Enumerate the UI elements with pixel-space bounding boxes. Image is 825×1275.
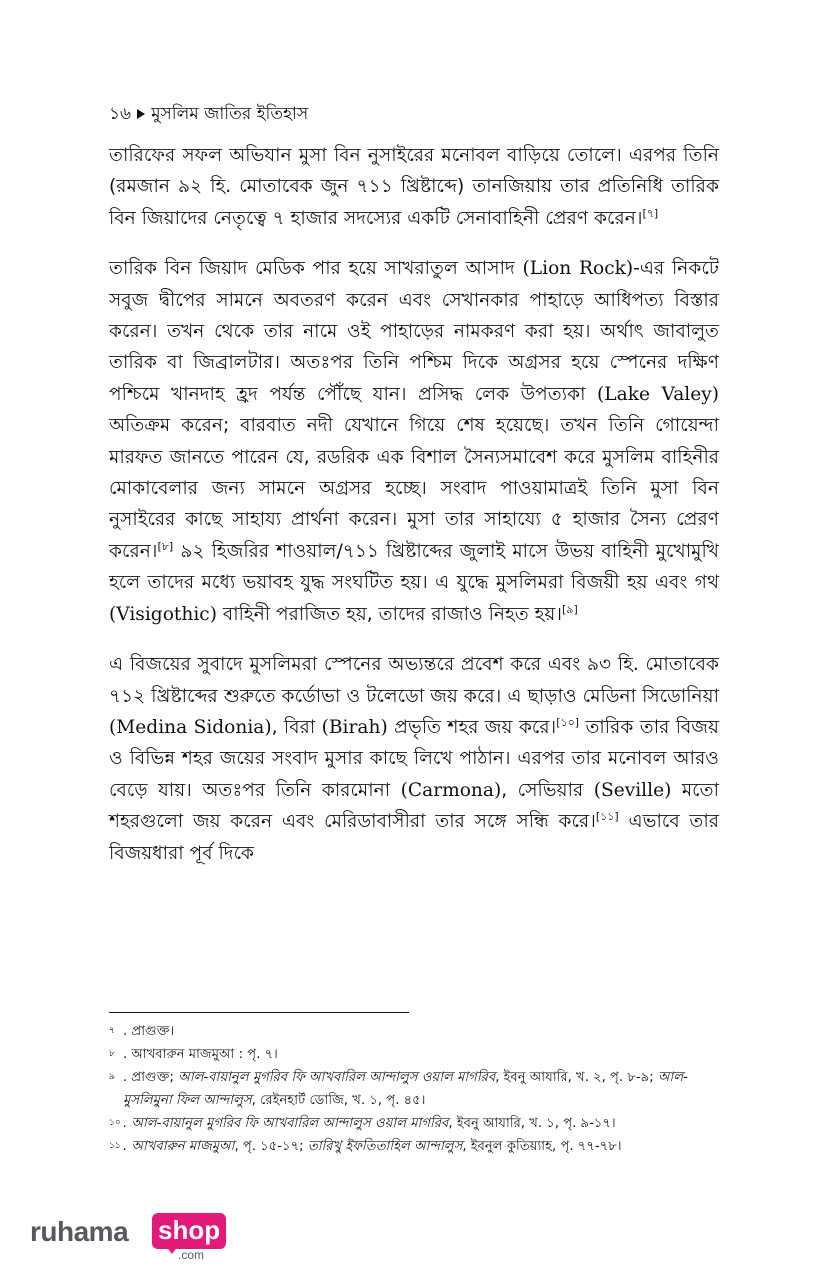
- speech-tail-icon: [166, 1246, 178, 1254]
- footnote-9: [109, 1066, 729, 1112]
- english-term: (Birah): [321, 716, 388, 738]
- book-title-ref: . আল-বায়ানুল মুগরিব ফি আখবারিল আন্দালুস ওয়াল মাগরিব: [123, 1116, 449, 1131]
- english-term: (Visigothic): [109, 603, 217, 625]
- text-run: ৯২ হিজরির শাওয়াল/৭১১ খ্রিষ্টাব্দের জুলাই মাসে উভয় বাহিনী মুখোমুখি হলে তাদের মধ্যে ভয়াবহ যুদ্ধ সংঘটিত হয়। এ যুদ্ধে মুসলিমরা বিজয়ী হয় এবং গথ: [109, 540, 719, 594]
- text-run: প্রভৃতি শহর জয় করে।: [394, 716, 557, 738]
- text-run: এ বিজয়ের সুবাদে মুসলিমরা স্পেনের অভ্যন্তরে প্রবেশ করে এবং ৯৩ হি. মোতাবেক ৭১২ খ্রিষ্টাব্দের শুরুতে কর্ডোভা ও টলেডো জয় করে। এ ছাড়াও মেডিনা সিডোনিয়া: [109, 654, 719, 707]
- arrow-right-icon: [137, 109, 145, 119]
- text-run: , সেভিয়ার: [501, 779, 584, 801]
- footnote-7: [109, 1020, 729, 1043]
- text-run: তারিক তার বিজয় ও বিভিন্ন শহর জয়ের সংবাদ মুসার কাছে লিখে পাঠান। এরপর তার মনোবল আরও বেড়ে যায়। অতঃপর তিনি কারমোনা: [109, 716, 719, 801]
- footnote-text: . আখবারুন মাজমুআ : পৃ. ৭।: [123, 1047, 278, 1062]
- text-run: এভাবে তার বিজয়ধারা পূর্ব দিকে: [109, 811, 719, 864]
- footnote-ref-8[interactable]: [৮]: [157, 539, 174, 553]
- footnote-ref-10[interactable]: [১০]: [556, 715, 580, 729]
- footnote-text: , পৃ. ১৫-১৭;: [234, 1139, 308, 1154]
- footnote-mark: ১১: [109, 1141, 121, 1151]
- footnote-text: , রেইনহার্ট ডোজি, খ. ১, পৃ. ৪৫।: [251, 1093, 426, 1108]
- text-run: তারিফের সফল অভিযান মুসা বিন নুসাইরের মনোবল বাড়িয়ে তোলে। এরপর তিনি (রমজান ৯২ হি. মোতাবেক জুন ৭১১ খ্রিষ্টাব্দে) তানজিয়ায় তার প্রতিনিধি তারিক বিন জিয়াদের নেতৃত্বে ৭ হাজার সদস্যের একটি সেনাবাহিনী প্রেরণ করেন।: [109, 145, 719, 229]
- text-run: তারিক বিন জিয়াদ মেডিক পার হয়ে সাখরাতুল আসাদ: [109, 258, 515, 280]
- footnotes: [109, 1020, 729, 1158]
- footnote-mark: ৭: [109, 1026, 115, 1036]
- paragraph-3: [109, 649, 719, 869]
- text-run: মতো শহরগুলো জয় করেন এবং মেরিডাবাসীরা তার সঙ্গে সন্ধি করে।: [109, 779, 719, 833]
- english-term: (Lion Rock): [522, 258, 634, 280]
- paragraph-2: [109, 253, 719, 630]
- footnote-ref-7[interactable]: [৭]: [642, 206, 659, 220]
- footnote-text: , ইবনু আযারি, খ. ২, পৃ. ৮-৯;: [495, 1070, 658, 1085]
- ruhamashop-logo: [30, 1210, 230, 1262]
- footnote-8: [109, 1043, 729, 1066]
- logo-domain: .com: [178, 1248, 205, 1262]
- footnote-ref-11[interactable]: [১১]: [595, 809, 619, 823]
- paragraph-1: [109, 140, 719, 234]
- footnote-mark: ১০: [109, 1118, 121, 1128]
- book-title-ref: আল-মুসলিমুনা ফিল আন্দালুস: [123, 1070, 688, 1108]
- text-run: অতিক্রম করেন; বারবাত নদী যেখানে গিয়ে শেষ হয়েছে। তখন তিনি গোয়েন্দা মারফত জানতে পারেন যে, রডরিক এক বিশাল সৈন্যসমাবেশ করে মুসলিম বাহিনীর মোকাবেলার জন্য সামনে অগ্রসর হচ্ছে। সংবাদ পাওয়ামাত্রই তিনি মুসা বিন নুসাইরের কাছে সাহায্য প্রার্থনা করেন। মুসা তার সাহায্যে ৫ হাজার সৈন্য প্রেরণ করেন।: [109, 415, 719, 562]
- footnote-10: [109, 1112, 729, 1135]
- page-number: ১৬: [109, 104, 132, 124]
- running-header: [109, 102, 719, 126]
- footnote-text: , ইবনুল কুতিয়্যাহ, পৃ. ৭৭-৭৮।: [462, 1139, 622, 1154]
- english-term: (Lake Valey): [597, 383, 719, 405]
- english-term: (Seville): [593, 779, 672, 801]
- logo-brand: ruhama: [30, 1216, 129, 1247]
- footnote-text: . প্রাগুক্ত;: [123, 1070, 179, 1085]
- footnote-divider: [109, 1012, 409, 1013]
- footnote-text: , ইবনু আযারি, খ. ১, পৃ. ৯-১৭।: [448, 1116, 616, 1131]
- text-run: -এর নিকটে সবুজ দ্বীপের সামনে অবতরণ করেন এবং সেখানকার পাহাড়ে আধিপত্য বিস্তার করেন। তখন থেকে তার নামে ওই পাহাড়ের নামকরণ করা হয়। অর্থাৎ জাবালুত তারিক বা জিব্রালটার। অতঃপর তিনি পশ্চিম দিকে অগ্রসর হয়ে স্পেনের দক্ষিণ পশ্চিমে খানদাহ হ্রদ পর্যন্ত পৌঁছে যান। প্রসিদ্ধ লেক উপত্যকা: [109, 258, 720, 405]
- english-term: (Medina Sidonia): [109, 716, 272, 738]
- text-run: বাহিনী পরাজিত হয়, তাদের রাজাও নিহত হয়।: [222, 603, 563, 625]
- text-run: , বিরা: [271, 716, 316, 738]
- body-text: [109, 140, 719, 888]
- book-title-ref: তারিখু ইফতিতাহিল আন্দালুস: [307, 1139, 463, 1154]
- english-term: (Carmona): [400, 779, 502, 801]
- footnote-mark: ৮: [109, 1049, 115, 1059]
- book-title: মুসলিম জাতির ইতিহাস: [151, 104, 309, 124]
- footnote-mark: ৯: [109, 1072, 115, 1082]
- book-title-ref: . আখবারুন মাজমুআ: [123, 1139, 235, 1154]
- footnote-11: [109, 1135, 729, 1158]
- footnote-text: . প্রাগুক্ত।: [123, 1024, 175, 1039]
- book-title-ref: আল-বায়ানুল মুগরিব ফি আখবারিল আন্দালুস ওয়াল মাগরিব: [178, 1070, 496, 1085]
- logo-shop-badge: shop: [152, 1213, 226, 1249]
- footnote-ref-9[interactable]: [৯]: [562, 602, 578, 616]
